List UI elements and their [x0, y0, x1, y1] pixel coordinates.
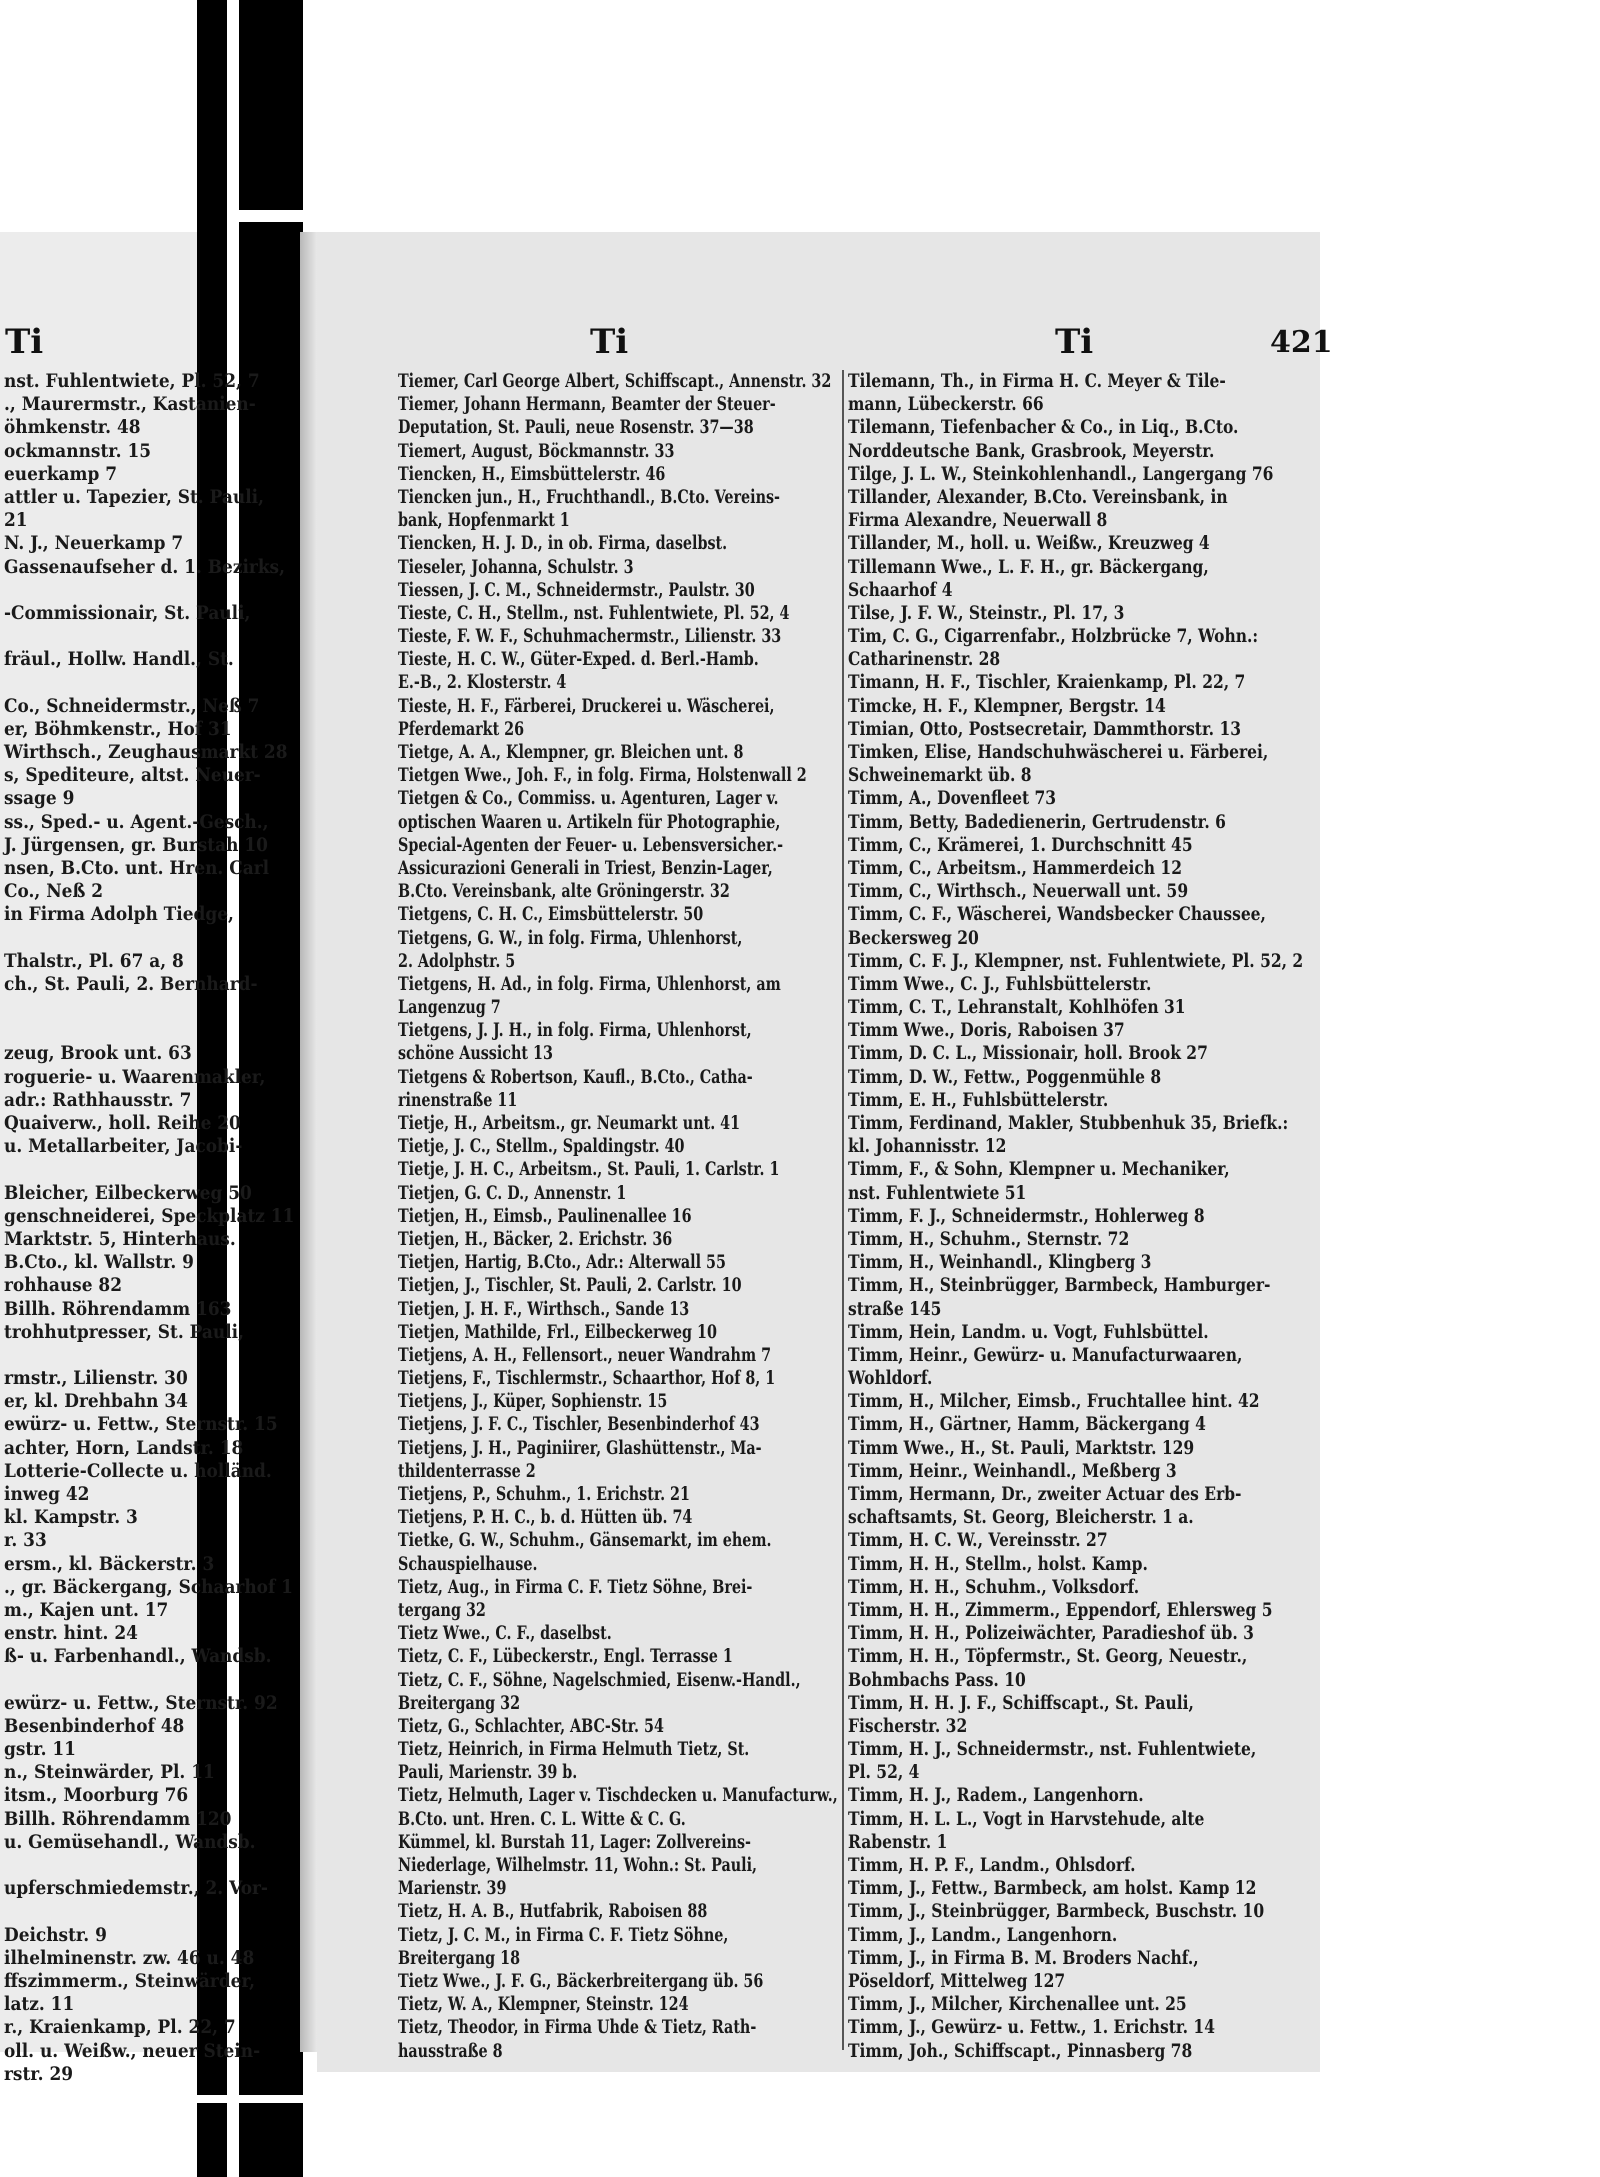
directory-entry-line: Gassenaufseher d. 1. Bezirks,: [4, 556, 286, 578]
directory-entry-line: Tietgen & Co., Commiss. u. Agenturen, Lager v.: [398, 788, 779, 810]
directory-entry-line: Timm, Hermann, Dr., zweiter Actuar des Erb-: [848, 1484, 1242, 1505]
directory-entry-line: Thalstr., Pl. 67 a, 8: [4, 950, 184, 972]
directory-entry-line: u. Metallarbeiter, Jacobi-: [4, 1136, 243, 1158]
directory-entry-line: Timm, H. H. J. F., Schiffscapt., St. Pauli,: [848, 1692, 1194, 1714]
directory-entry-line: Timm, H. H., Schuhm., Volksdorf.: [848, 1576, 1140, 1598]
directory-entry-line: Pferdemarkt 26: [398, 718, 525, 740]
directory-entry-line: Timm, J., Steinbrügger, Barmbeck, Buschstr. 10: [848, 1901, 1265, 1923]
directory-entry-line: adr.: Rathhausstr. 7: [4, 1089, 192, 1111]
directory-entry-line: Besenbinderhof 48: [4, 1715, 185, 1737]
directory-entry-line: Timm Wwe., C. J., Fuhlsbüttelerstr.: [848, 973, 1152, 995]
directory-entry-line: m., Kajen unt. 17: [4, 1599, 169, 1621]
directory-entry-line: optischen Waaren u. Artikeln für Photographie,: [398, 811, 781, 833]
directory-entry-line: Tietjen, Hartig, B.Cto., Adr.: Alterwall 55: [398, 1252, 726, 1274]
directory-entry-line: öhmkenstr. 48: [4, 417, 141, 439]
directory-entry-line: Tietz Wwe., J. F. G., Bäckerbreitergang üb. 56: [398, 1970, 764, 1992]
directory-entry-line: nst. Fuhlentwiete, Pl. 52, 7: [4, 371, 260, 392]
directory-entry-line: B.Cto., kl. Wallstr. 9: [4, 1252, 194, 1274]
directory-entry-line: bank, Hopfenmarkt 1: [398, 510, 570, 532]
directory-entry-line: Billh. Röhrendamm 163: [4, 1298, 232, 1320]
directory-entry-line: Timm, H. J., Schneidermstr., nst. Fuhlentwiete,: [848, 1739, 1257, 1761]
directory-entry-line: upferschmiedemstr., 2. Vor-: [4, 1878, 268, 1900]
directory-entry-line: Tietjens, A. H., Fellensort., neuer Wandrahm 7: [398, 1344, 772, 1366]
directory-entry-line: gstr. 11: [4, 1739, 76, 1761]
directory-entry-line: oll. u. Weißw., neuer Stein-: [4, 2040, 261, 2062]
directory-entry-line: Tietge, A. A., Klempner, gr. Bleichen unt. 8: [398, 742, 744, 763]
directory-entry-line: Marienstr. 39: [398, 1878, 507, 1900]
directory-entry-line: Timm, F. J., Schneidermstr., Hohlerweg 8: [848, 1205, 1205, 1227]
directory-entry-line: [4, 996, 294, 1019]
directory-entry-line: Tietgens, C. H. C., Eimsbüttelerstr. 50: [398, 904, 704, 926]
directory-entry-line: Tietz, C. F., Lübeckerstr., Engl. Terrasse 1: [398, 1646, 733, 1668]
directory-entry-line: kl. Johannisstr. 12: [848, 1136, 1007, 1158]
directory-entry-line: Rabenstr. 1: [848, 1831, 948, 1853]
directory-entry-line: Timm, Heinr., Weinhandl., Meßberg 3: [848, 1460, 1177, 1482]
directory-entry-line: Tietgens, J. J. H., in folg. Firma, Uhlenhorst,: [398, 1020, 752, 1042]
directory-entry-line: Tieste, F. W. F., Schuhmachermstr., Lilienstr. 33: [398, 626, 782, 648]
directory-entry-line: Timann, H. F., Tischler, Kraienkamp, Pl. 22, 7: [848, 672, 1246, 694]
directory-entry-line: Tilemann, Tiefenbacher & Co., in Liq., B.Cto.: [848, 417, 1239, 439]
directory-entry-line: Timm, E. H., Fuhlsbüttelerstr.: [848, 1089, 1109, 1111]
directory-entry-line: r. 33: [4, 1530, 47, 1552]
directory-entry-line: achter, Horn, Landstr. 18: [4, 1437, 244, 1459]
directory-entry-line: Tietjens, J. H., Paginiirer, Glashüttenstr., Ma-: [398, 1437, 762, 1459]
directory-entry-line: ffszimmerm., Steinwärder,: [4, 1970, 256, 1992]
directory-entry-line: Firma Alexandre, Neuerwall 8: [848, 510, 1108, 532]
directory-entry-line: [4, 927, 294, 950]
directory-entry-line: Timm, H. C. W., Vereinsstr. 27: [848, 1530, 1108, 1552]
directory-entry-line: Timm, H., Gärtner, Hamm, Bäckergang 4: [848, 1414, 1206, 1436]
directory-entry-line: Tiencken jun., H., Fruchthandl., B.Cto. Vereins-: [398, 486, 780, 508]
directory-entry-line: ß- u. Farbenhandl., Wandsb.: [4, 1646, 272, 1668]
directory-entry-line: ewürz- u. Fettw., Sternstr. 92: [4, 1692, 278, 1714]
directory-entry-line: Tiencken, H., Eimsbüttelerstr. 46: [398, 463, 666, 485]
directory-entry-line: Timm, C., Krämerei, 1. Durchschnitt 45: [848, 834, 1193, 856]
directory-entry-line: [4, 1019, 294, 1042]
directory-entry-line: Timm, J., Gewürz- u. Fettw., 1. Erichstr. 14: [848, 2017, 1215, 2039]
directory-entry-line: [4, 1854, 294, 1877]
directory-entry-line: Tietje, H., Arbeitsm., gr. Neumarkt unt. 41: [398, 1113, 741, 1134]
directory-entry-line: Timm, Hein, Landm. u. Vogt, Fuhlsbüttel.: [848, 1321, 1209, 1343]
directory-entry-line: Timm, H. H., Stellm., holst. Kamp.: [848, 1553, 1148, 1575]
directory-entry-line: Tiemer, Carl George Albert, Schiffscapt., Annenstr. 32: [398, 371, 832, 392]
directory-entry-line: Schauspielhause.: [398, 1553, 538, 1575]
directory-entry-line: Timm, H., Weinhandl., Klingberg 3: [848, 1252, 1152, 1274]
directory-entry-line: Tietz, J. C. M., in Firma C. F. Tietz Söhne,: [398, 1924, 729, 1946]
directory-entry-line: er, Böhmkenstr., Hof 31: [4, 718, 232, 740]
directory-entry-line: Tietgens, H. Ad., in folg. Firma, Uhlenhorst, am: [398, 973, 781, 995]
directory-entry-line: Tilge, J. L. W., Steinkohlenhandl., Langergang 76: [848, 463, 1274, 485]
directory-entry-line: Tilse, J. F. W., Steinstr., Pl. 17, 3: [848, 602, 1125, 624]
directory-entry-line: Tietz, Heinrich, in Firma Helmuth Tietz, St.: [398, 1739, 750, 1761]
directory-entry-line: inweg 42: [4, 1484, 90, 1505]
directory-entry-line: Timm, C. T., Lehranstalt, Kohlhöfen 31: [848, 997, 1186, 1019]
directory-entry-line: B.Cto. unt. Hren. C. L. Witte & C. G.: [398, 1808, 686, 1830]
binding-band-bottom: [197, 2095, 303, 2103]
directory-entry-line: er, kl. Drehbahn 34: [4, 1391, 188, 1413]
directory-entry-line: Tietje, J. C., Stellm., Spaldingstr. 40: [398, 1136, 685, 1158]
directory-entry-line: Timm, H., Milcher, Eimsb., Fruchtallee hint. 42: [848, 1391, 1260, 1413]
directory-entry-line: N. J., Neuerkamp 7: [4, 533, 184, 555]
directory-entry-line: B.Cto. Vereinsbank, alte Gröningerstr. 32: [398, 881, 730, 903]
directory-entry-line: Timm, H. H., Polizeiwächter, Paradieshof üb. 3: [848, 1623, 1254, 1645]
right-column-header: Ti: [1055, 322, 1094, 362]
directory-entry-line: Tietjen, Mathilde, Frl., Eilbeckerweg 10: [398, 1321, 717, 1343]
directory-entry-line: Timken, Elise, Handschuhwäscherei u. Färberei,: [848, 742, 1269, 763]
directory-entry-line: Marktstr. 5, Hinterhaus.: [4, 1228, 236, 1250]
directory-entry-line: Tiessen, J. C. M., Schneidermstr., Paulstr. 30: [398, 579, 755, 601]
directory-entry-line: Tieste, H. F., Färberei, Druckerei u. Wäscherei,: [398, 695, 775, 717]
directory-entry-line: Tietgen Wwe., Joh. F., in folg. Firma, Holstenwall 2: [398, 765, 807, 787]
directory-entry-line: Deichstr. 9: [4, 1924, 107, 1946]
directory-entry-line: ., gr. Bäckergang, Schaarhof 1: [4, 1576, 293, 1598]
directory-entry-line: roguerie- u. Waarenmakler,: [4, 1066, 266, 1088]
directory-entry-line: n., Steinwärder, Pl. 11: [4, 1762, 215, 1784]
directory-entry-line: nst. Fuhlentwiete 51: [848, 1182, 1027, 1204]
directory-entry-line: Co., Schneidermstr., Neß 7: [4, 695, 260, 717]
directory-entry-line: straße 145: [848, 1298, 942, 1320]
directory-entry-line: Tietz, G., Schlachter, ABC-Str. 54: [398, 1715, 664, 1737]
directory-entry-line: Tietz, Theodor, in Firma Uhde & Tietz, Rath-: [398, 2017, 757, 2039]
directory-entry-line: Tiencken, H. J. D., in ob. Firma, daselbst.: [398, 533, 728, 555]
directory-entry-line: Tietjen, J. H. F., Wirthsch., Sande 13: [398, 1298, 690, 1320]
directory-entry-line: Timm, D. C. L., Missionair, holl. Brook 27: [848, 1043, 1208, 1065]
left-page-column: [4, 370, 317, 2086]
directory-entry-line: Timian, Otto, Postsecretair, Dammthorstr. 13: [848, 718, 1242, 740]
directory-entry-line: Tieste, C. H., Stellm., nst. Fuhlentwiete, Pl. 52, 4: [398, 602, 790, 624]
directory-entry-line: Timm, H. J., Radem., Langenhorn.: [848, 1785, 1144, 1807]
directory-entry-line: Tillander, Alexander, B.Cto. Vereinsbank, in: [848, 486, 1228, 508]
directory-entry-line: Timm, Joh., Schiffscapt., Pinnasberg 78: [848, 2040, 1193, 2062]
directory-entry-line: Timm, J., Landm., Langenhorn.: [848, 1924, 1118, 1946]
directory-entry-line: enstr. hint. 24: [4, 1623, 138, 1645]
directory-entry-line: Catharinenstr. 28: [848, 649, 1001, 671]
directory-entry-line: Tieseler, Johanna, Schulstr. 3: [398, 556, 634, 578]
directory-entry-line: Schweinemarkt üb. 8: [848, 765, 1032, 787]
directory-entry-line: Timm, C., Wirthsch., Neuerwall unt. 59: [848, 881, 1189, 903]
directory-entry-line: Deputation, St. Pauli, neue Rosenstr. 37—38: [398, 417, 754, 439]
directory-entry-line: Timm, C. F. J., Klempner, nst. Fuhlentwiete, Pl. 52, 2: [848, 950, 1304, 972]
directory-entry-line: schöne Aussicht 13: [398, 1043, 553, 1065]
directory-entry-line: Kümmel, kl. Burstah 11, Lager: Zollvereins-: [398, 1831, 751, 1853]
directory-entry-line: 21: [4, 510, 28, 532]
directory-entry-line: [4, 579, 294, 602]
directory-entry-line: Bohmbachs Pass. 10: [848, 1669, 1026, 1691]
directory-entry-line: ss., Sped.- u. Agent.-Gesch.,: [4, 811, 269, 833]
directory-entry-line: rmstr., Lilienstr. 30: [4, 1368, 188, 1390]
directory-entry-line: J. Jürgensen, gr. Burstah 10: [4, 834, 268, 856]
directory-entry-line: Tietz, Helmuth, Lager v. Tischdecken u. Manufacturw.,: [398, 1785, 838, 1807]
directory-entry-line: Tietjen, J., Tischler, St. Pauli, 2. Carlstr. 10: [398, 1275, 742, 1297]
directory-entry-line: Timm, H., Steinbrügger, Barmbeck, Hamburger-: [848, 1275, 1271, 1297]
page-number: 421: [1270, 325, 1333, 360]
directory-entry-line: E.-B., 2. Klosterstr. 4: [398, 672, 567, 694]
directory-entry-line: itsm., Moorburg 76: [4, 1785, 189, 1807]
directory-entry-line: Tietjens, J., Küper, Sophienstr. 15: [398, 1391, 668, 1413]
directory-entry-line: rohhause 82: [4, 1275, 122, 1297]
directory-entry-line: Timm, A., Dovenfleet 73: [848, 788, 1057, 810]
directory-entry-line: Tilemann, Th., in Firma H. C. Meyer & Tile-: [848, 371, 1226, 392]
directory-entry-line: Timm, Ferdinand, Makler, Stubbenhuk 35, Briefk.:: [848, 1113, 1289, 1134]
directory-entry-line: Fischerstr. 32: [848, 1715, 968, 1737]
directory-entry-line: Tietz, W. A., Klempner, Steinstr. 124: [398, 1994, 689, 2016]
directory-entry-line: [4, 1158, 294, 1181]
directory-entry-line: Timcke, H. F., Klempner, Bergstr. 14: [848, 695, 1166, 717]
directory-entry-line: Tietz, Aug., in Firma C. F. Tietz Söhne, Brei-: [398, 1576, 753, 1598]
directory-entry-line: Breitergang 32: [398, 1692, 521, 1714]
directory-entry-line: Wirthsch., Zeughausmarkt 28: [4, 742, 288, 763]
directory-entry-line: Beckersweg 20: [848, 927, 979, 949]
directory-entry-line: Pöseldorf, Mittelweg 127: [848, 1970, 1066, 1992]
directory-entry-line: Timm, F., & Sohn, Klempner u. Mechaniker,: [848, 1159, 1230, 1181]
directory-entry-line: Tietje, J. H. C., Arbeitsm., St. Pauli, 1. Carlstr. 1: [398, 1159, 780, 1181]
directory-entry-line: Timm, J., Milcher, Kirchenallee unt. 25: [848, 1994, 1187, 2016]
directory-entry-line: Timm, H., Schuhm., Sternstr. 72: [848, 1228, 1130, 1250]
directory-entry-line: Tietgens, G. W., in folg. Firma, Uhlenhorst,: [398, 927, 743, 949]
directory-entry-line: tergang 32: [398, 1599, 486, 1621]
directory-entry-line: Timm, D. W., Fettw., Poggenmühle 8: [848, 1066, 1162, 1088]
directory-entry-line: Timm, C., Arbeitsm., Hammerdeich 12: [848, 857, 1182, 879]
directory-entry-line: Assicurazioni Generali in Triest, Benzin-Lager,: [398, 857, 773, 879]
directory-entry-line: Tietjens, P. H. C., b. d. Hütten üb. 74: [398, 1507, 693, 1529]
directory-entry-line: Tillemann Wwe., L. F. H., gr. Bäckergang,: [848, 556, 1209, 578]
directory-entry-line: Timm, H. H., Zimmerm., Eppendorf, Ehlersweg 5: [848, 1599, 1273, 1621]
directory-entry-line: Timm Wwe., Doris, Raboisen 37: [848, 1020, 1125, 1042]
directory-entry-line: Bleicher, Eilbeckerweg 50: [4, 1182, 252, 1204]
directory-entry-line: Tietjens, F., Tischlermstr., Schaarthor, Hof 8, 1: [398, 1368, 776, 1390]
directory-entry-line: ockmannstr. 15: [4, 440, 152, 462]
directory-entry-line: Timm, H. P. F., Landm., Ohlsdorf.: [848, 1855, 1136, 1876]
directory-entry-line: Breitergang 18: [398, 1947, 521, 1969]
directory-entry-line: Tieste, H. C. W., Güter-Exped. d. Berl.-Hamb.: [398, 649, 759, 671]
directory-entry-line: Tietjen, H., Bäcker, 2. Erichstr. 36: [398, 1228, 673, 1250]
directory-entry-line: Timm, H. L. L., Vogt in Harvstehude, alte: [848, 1808, 1205, 1830]
directory-entry-line: genschneiderei, Speckplatz 11: [4, 1205, 295, 1227]
directory-entry-line: Timm, Heinr., Gewürz- u. Manufacturwaaren,: [848, 1344, 1243, 1366]
directory-entry-line: latz. 11: [4, 1994, 75, 2016]
directory-entry-line: Co., Neß 2: [4, 881, 104, 903]
directory-entry-line: Tiemert, August, Böckmannstr. 33: [398, 440, 675, 462]
directory-entry-line: Tietjens, J. F. C., Tischler, Besenbinderhof 43: [398, 1414, 760, 1436]
directory-entry-line: Timm Wwe., H., St. Pauli, Marktstr. 129: [848, 1437, 1195, 1459]
directory-entry-line: u. Gemüsehandl., Wandsb.: [4, 1831, 256, 1853]
directory-entry-line: [4, 1900, 294, 1923]
directory-entry-line: Tietjen, H., Eimsb., Paulinenallee 16: [398, 1205, 692, 1227]
directory-entry-line: Timm, H. H., Töpfermstr., St. Georg, Neuestr.,: [848, 1646, 1248, 1668]
directory-entry-line: nsen, B.Cto. unt. Hren. Carl: [4, 857, 270, 879]
directory-entry-line: Norddeutsche Bank, Grasbrook, Meyerstr.: [848, 440, 1215, 462]
directory-entry-line: ssage 9: [4, 788, 75, 810]
directory-entry-line: Pauli, Marienstr. 39 b.: [398, 1762, 578, 1784]
directory-entry-line: ch., St. Pauli, 2. Bernhard-: [4, 973, 258, 995]
directory-entry-line: rstr. 29: [4, 2063, 74, 2085]
directory-entry-line: Tietgens & Robertson, Kaufl., B.Cto., Catha-: [398, 1066, 753, 1088]
directory-entry-line: rinenstraße 11: [398, 1089, 518, 1111]
directory-entry-line: Tim, C. G., Cigarrenfabr., Holzbrücke 7, Wohn.:: [848, 626, 1259, 648]
directory-entry-line: in Firma Adolph Tiedge,: [4, 904, 234, 926]
directory-entry-line: mann, Lübeckerstr. 66: [848, 394, 1044, 416]
directory-entry-line: [4, 1669, 294, 1692]
directory-entry-line: hausstraße 8: [398, 2040, 503, 2062]
directory-entry-line: attler u. Tapezier, St. Pauli,: [4, 486, 264, 508]
directory-entry-line: euerkamp 7: [4, 463, 118, 485]
directory-entry-line: Wohldorf.: [848, 1368, 933, 1390]
directory-entry-line: zeug, Brook unt. 63: [4, 1043, 192, 1065]
directory-entry-line: Quaiverw., holl. Reihe 20: [4, 1113, 241, 1134]
directory-entry-line: Timm, J., in Firma B. M. Broders Nachf.,: [848, 1947, 1199, 1969]
directory-entry-line: Tietke, G. W., Schuhm., Gänsemarkt, im ehem.: [398, 1530, 772, 1552]
directory-entry-line: [4, 671, 294, 694]
directory-entry-line: Schaarhof 4: [848, 579, 953, 601]
directory-entry-line: Pl. 52, 4: [848, 1762, 920, 1784]
directory-entry-line: Lotterie-Collecte u. holländ.: [4, 1460, 272, 1482]
directory-entry-line: Tiemer, Johann Hermann, Beamter der Steuer-: [398, 394, 776, 416]
left-page-header: Ti: [5, 322, 44, 362]
directory-entry-line: Timm, Betty, Badedienerin, Gertrudenstr. 6: [848, 811, 1226, 833]
directory-entry-line: ilhelminenstr. zw. 46 u. 48: [4, 1947, 255, 1969]
directory-entry-line: Niederlage, Wilhelmstr. 11, Wohn.: St. Pauli,: [398, 1855, 757, 1876]
directory-entry-line: ewürz- u. Fettw., Sternstr. 15: [4, 1414, 278, 1436]
directory-entry-line: [4, 1344, 294, 1367]
directory-entry-line: -Commissionair, St. Pauli,: [4, 602, 251, 624]
directory-entry-line: Tietjen, G. C. D., Annenstr. 1: [398, 1182, 627, 1204]
directory-entry-line: schaftsamts, St. Georg, Bleicherstr. 1 a.: [848, 1507, 1194, 1529]
middle-column-header: Ti: [590, 322, 629, 362]
directory-entry-line: r., Kraienkamp, Pl. 22, 7: [4, 2017, 236, 2039]
directory-entry-line: Tillander, M., holl. u. Weißw., Kreuzweg 4: [848, 533, 1210, 555]
directory-entry-line: Tietz, H. A. B., Hutfabrik, Raboisen 88: [398, 1901, 708, 1923]
directory-column-right: [848, 370, 1385, 2063]
directory-entry-line: Tietz, C. F., Söhne, Nagelschmied, Eisenw.-Handl.,: [398, 1669, 801, 1691]
directory-entry-line: trohhutpresser, St. Pauli,: [4, 1321, 245, 1343]
directory-entry-line: Billh. Röhrendamm 120: [4, 1808, 232, 1830]
directory-entry-line: fräul., Hollw. Handl., St.: [4, 649, 234, 671]
directory-entry-line: ., Maurermstr., Kastanien-: [4, 394, 256, 416]
directory-entry-line: [4, 625, 294, 648]
directory-entry-line: 2. Adolphstr. 5: [398, 950, 516, 972]
directory-entry-line: Tietz Wwe., C. F., daselbst.: [398, 1623, 612, 1645]
directory-entry-line: thildenterrasse 2: [398, 1460, 536, 1482]
directory-entry-line: ersm., kl. Bäckerstr. 3: [4, 1553, 215, 1575]
directory-entry-line: Timm, C. F., Wäscherei, Wandsbecker Chaussee,: [848, 904, 1266, 926]
directory-entry-line: Special-Agenten der Feuer- u. Lebensversicher.-: [398, 834, 784, 856]
directory-entry-line: Timm, J., Fettw., Barmbeck, am holst. Kamp 12: [848, 1878, 1257, 1900]
directory-entry-line: s, Spediteure, altst. Neuer-: [4, 765, 261, 787]
directory-entry-line: Tietjens, P., Schuhm., 1. Erichstr. 21: [398, 1484, 690, 1505]
directory-entry-line: kl. Kampstr. 3: [4, 1507, 138, 1529]
directory-entry-line: Langenzug 7: [398, 997, 501, 1019]
binding-band-top: [239, 210, 303, 222]
